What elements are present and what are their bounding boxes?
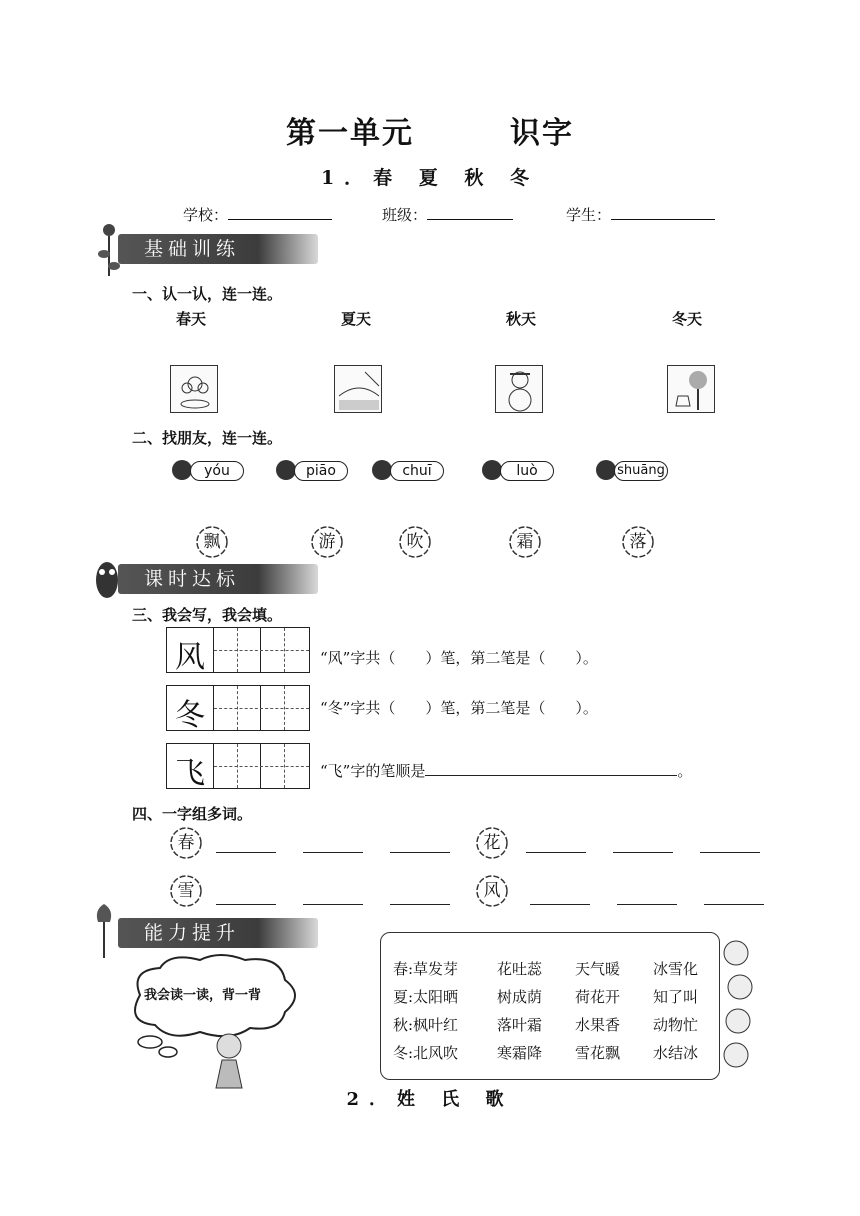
poem-phrase: 秋:枫叶红 (393, 1016, 459, 1034)
q4-char-chun: 春 (177, 833, 195, 853)
word-blank[interactable] (390, 903, 450, 905)
word-blank[interactable] (216, 851, 276, 853)
poem-phrase: 冰雪化 (653, 960, 699, 978)
q3-row3-text (320, 760, 692, 781)
student-label: 学生： (566, 206, 612, 224)
page-title (0, 108, 860, 152)
poem-phrase: 天气暖 (575, 960, 621, 978)
grid-char-dong: 冬 (175, 698, 205, 733)
q2-heading: 二、找朋友，连一连。 (132, 429, 283, 447)
poem-line-autumn (393, 1014, 698, 1035)
poem-phrase: 寒霜降 (497, 1044, 543, 1062)
word-blank[interactable] (700, 851, 760, 853)
pinyin-shuang[interactable]: shuāng (614, 461, 668, 481)
pinyin-chui[interactable]: chuī (390, 461, 444, 481)
season-summer: 夏天 (340, 310, 371, 328)
poem-phrase: 水果香 (575, 1016, 621, 1034)
q4-char-hua: 花 (483, 833, 501, 853)
word-blank[interactable] (390, 851, 450, 853)
season-spring: 春天 (175, 310, 206, 328)
word-blank[interactable] (216, 903, 276, 905)
lesson-title: 1．春 夏 秋 冬 (320, 167, 540, 189)
char-piao[interactable]: 飘 (203, 532, 221, 552)
q3-row2-text: “冬”字共（ ）笔，第二笔是（ ）。 (320, 699, 598, 717)
ladybug-icon (276, 460, 296, 480)
lotus-picture-icon[interactable] (170, 365, 218, 413)
poem-phrase: 花吐蕊 (497, 960, 543, 978)
q4-heading: 四、一字组多词。 (132, 805, 253, 823)
child-reading-icon (204, 1030, 254, 1090)
section-banner-lesson: 课时达标 (118, 564, 318, 594)
q3-row3-suffix: 。 (677, 762, 693, 780)
q3-row3-prefix: “飞”字的笔顺是 (320, 762, 426, 780)
char-you[interactable]: 游 (318, 532, 336, 552)
q4-char-xue: 雪 (177, 881, 195, 901)
children-faces-icon (716, 935, 760, 1075)
q3-heading: 三、我会写，我会填。 (132, 606, 283, 624)
char-luo[interactable]: 落 (629, 532, 647, 552)
school-label: 学校： (183, 206, 229, 224)
season-winter: 冬天 (671, 310, 702, 328)
poem-line-summer (393, 986, 698, 1007)
owl-decoration-icon (94, 556, 120, 602)
poem-phrase: 雪花飘 (575, 1044, 621, 1062)
section-banner-basic: 基础训练 (118, 234, 318, 264)
poem-phrase: 荷花开 (575, 988, 621, 1006)
word-blank[interactable] (303, 903, 363, 905)
poem-phrase: 春:草发芽 (393, 960, 459, 978)
cloud-text: 我会读一读，背一背 (144, 988, 262, 1003)
class-blank[interactable] (427, 205, 513, 220)
word-blank[interactable] (303, 851, 363, 853)
word-blank[interactable] (526, 851, 586, 853)
pinyin-luo[interactable]: luò (500, 461, 554, 481)
q4-char-feng: 风 (483, 881, 501, 901)
tulip-decoration-icon (90, 900, 118, 960)
char-chui[interactable]: 吹 (406, 532, 424, 552)
class-label: 班级： (382, 206, 428, 224)
poem-line-spring (393, 958, 698, 979)
q1-heading: 一、认一认，连一连。 (132, 285, 283, 303)
poem-phrase: 水结冰 (653, 1044, 699, 1062)
ladybug-icon (596, 460, 616, 480)
char-shuang[interactable]: 霜 (516, 532, 534, 552)
pinyin-you[interactable]: yóu (190, 461, 244, 481)
unit-title: 第一单元 (286, 116, 414, 151)
season-autumn: 秋天 (505, 310, 536, 328)
poem-phrase: 树成荫 (497, 988, 543, 1006)
class-field (382, 204, 513, 225)
grid-char-fei: 飞 (175, 756, 205, 791)
grid-char-feng: 风 (175, 640, 205, 675)
poem-phrase: 动物忙 (653, 1016, 699, 1034)
unit-subtitle: 识字 (510, 116, 574, 151)
poem-phrase: 夏:太阳晒 (393, 988, 459, 1006)
autumn-tree-picture-icon[interactable] (667, 365, 715, 413)
snowman-picture-icon[interactable] (495, 365, 543, 413)
student-field (566, 204, 715, 225)
student-blank[interactable] (611, 205, 715, 220)
word-blank[interactable] (530, 903, 590, 905)
section-banner-ability: 能力提升 (118, 918, 318, 948)
summer-scene-picture-icon[interactable] (334, 365, 382, 413)
q3-row1-text: “风”字共（ ）笔，第二笔是（ ）。 (320, 649, 598, 667)
ladybug-icon (172, 460, 192, 480)
stroke-order-blank[interactable] (425, 761, 677, 776)
word-blank[interactable] (617, 903, 677, 905)
word-blank[interactable] (613, 851, 673, 853)
lesson2-title: 2．姓 氏 歌 (346, 1089, 514, 1110)
poem-phrase: 落叶霜 (497, 1016, 543, 1034)
school-field (183, 204, 332, 225)
word-blank[interactable] (704, 903, 764, 905)
poem-phrase: 冬:北风吹 (393, 1044, 459, 1062)
ladybug-icon (372, 460, 392, 480)
poem-line-winter (393, 1042, 698, 1063)
ladybug-icon (482, 460, 502, 480)
pinyin-piao[interactable]: piāo (294, 461, 348, 481)
poem-phrase: 知了叫 (653, 988, 699, 1006)
school-blank[interactable] (228, 205, 332, 220)
